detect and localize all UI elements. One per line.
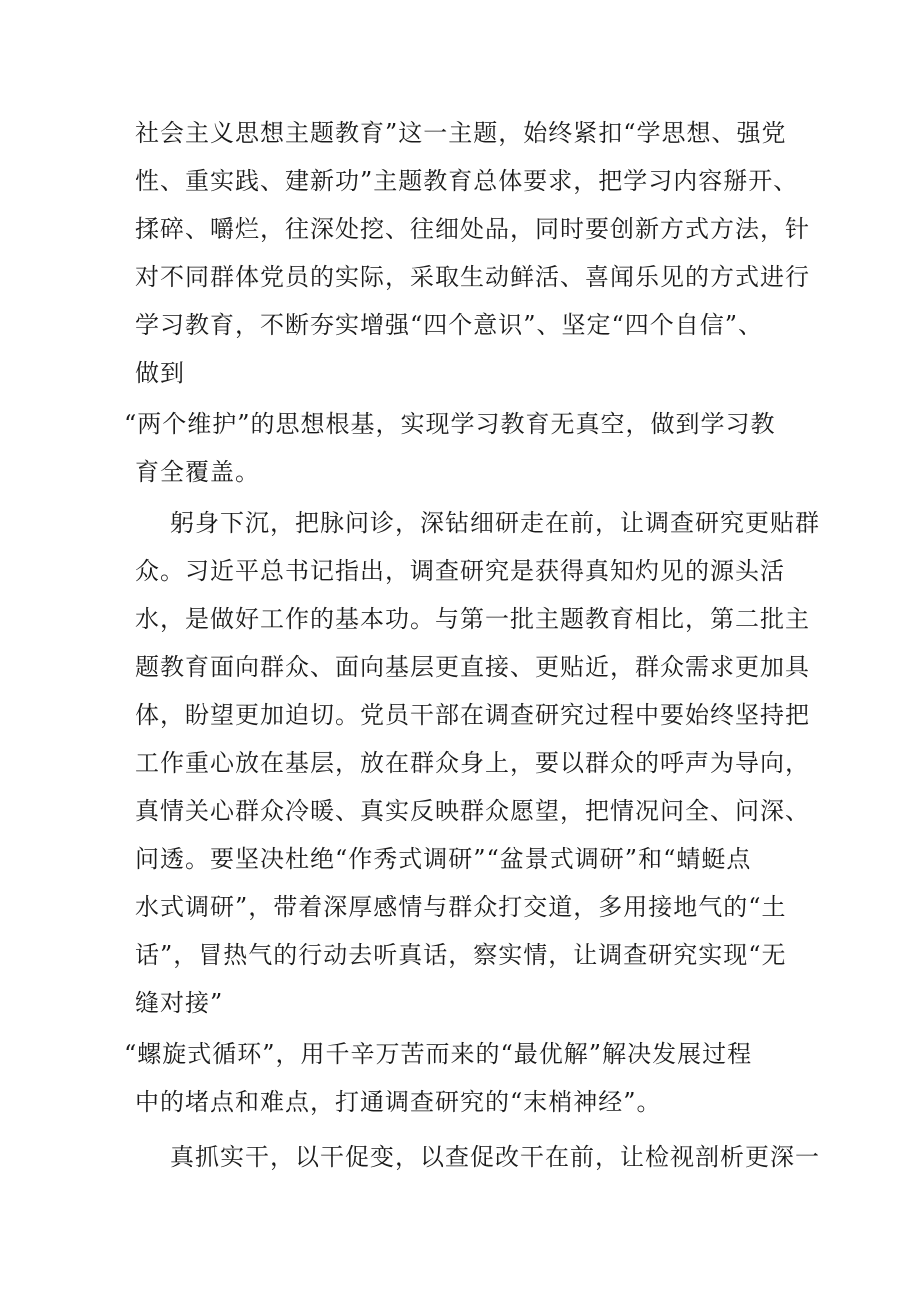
text-line: 题教育面向群众、面向基层更直接、更贴近，群众需求更加具 <box>135 653 810 681</box>
text-line: 问透。要坚决杜绝“作秀式调研”“盆景式调研”和“蜻蜓点 <box>135 845 752 873</box>
text-line: 水式调研”，带着深厚感情与群众打交道，多用接地气的“土 <box>135 893 787 921</box>
text-line: 做到 <box>135 359 185 387</box>
text-line: 对不同群体党员的实际，采取生动鲜活、喜闻乐见的方式进行 <box>135 263 810 291</box>
text-line: 众。习近平总书记指出，调查研究是获得真知灼见的源头活 <box>135 557 785 585</box>
paragraph-first-line: 躬身下沉，把脉问诊，深钻细研走在前，让调查研究更贴群 <box>170 509 820 537</box>
text-line: 话”，冒热气的行动去听真话，察实情，让调查研究实现“无 <box>135 941 787 969</box>
text-line: 中的堵点和难点，打通调查研究的“末梢神经”。 <box>135 1088 662 1116</box>
text-line: 体，盼望更加迫切。党员干部在调查研究过程中要始终坚持把 <box>135 701 810 729</box>
text-line: 育全覆盖。 <box>135 458 260 486</box>
text-line: 学习教育，不断夯实增强“四个意识”、坚定“四个自信”、 <box>135 311 764 339</box>
text-line: 缝对接” <box>135 989 224 1017</box>
text-line: 工作重心放在基层，放在群众身上，要以群众的呼声为导向， <box>135 749 810 777</box>
paragraph-first-line: 真抓实干，以干促变，以查促改干在前，让检视剖析更深一 <box>170 1143 820 1171</box>
text-line: 社会主义思想主题教育”这一主题，始终紧扣“学思想、强党 <box>135 119 787 147</box>
text-line: “螺旋式循环”，用千辛万苦而来的“最优解”解决发展过程 <box>124 1040 753 1068</box>
text-line: 水，是做好工作的基本功。与第一批主题教育相比，第二批主 <box>135 605 810 633</box>
text-line: 性、重实践、建新功”主题教育总体要求，把学习内容掰开、 <box>135 167 799 195</box>
text-line: “两个维护”的思想根基，实现学习教育无真空，做到学习教 <box>124 410 776 438</box>
text-line: 揉碎、嚼烂，往深处挖、往细处品，同时要创新方式方法，针 <box>135 215 810 243</box>
text-line: 真情关心群众冷暖、真实反映群众愿望，把情况问全、问深、 <box>135 797 810 825</box>
